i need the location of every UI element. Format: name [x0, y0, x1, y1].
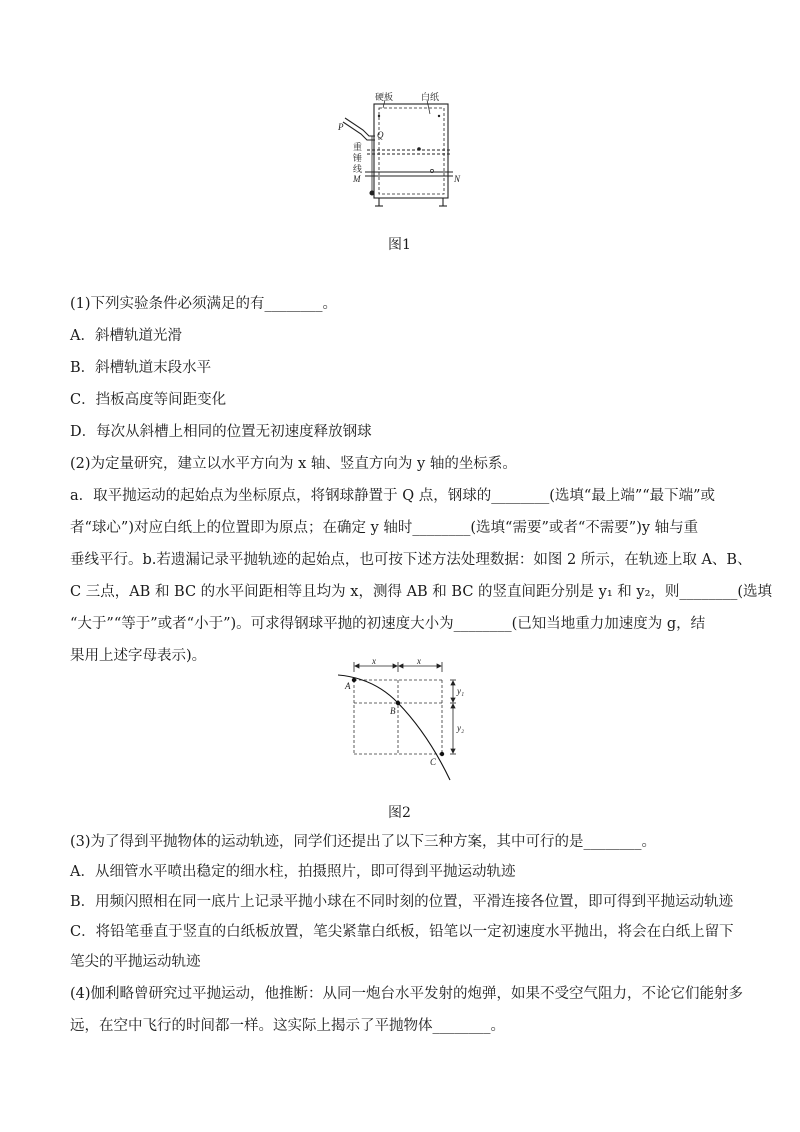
q2-text-line-1: a．取平抛运动的起始点为坐标原点，将钢球静置于 Q 点，钢球的________(选填“最上端”“最下端”或: [70, 488, 716, 504]
label-N: N: [454, 174, 461, 184]
label-P: P: [338, 122, 344, 132]
label-y2: y₂: [457, 723, 465, 733]
q3-option-b: B．用频闪照相在同一底片上记录平抛小球在不同时刻的位置，平滑连接各位置，即可得到平抛运动轨迹: [70, 894, 734, 910]
point-B: [396, 701, 400, 705]
q1-option-a: A．斜槽轨道光滑: [70, 328, 182, 344]
q1-option-c: C．挡板高度等间距变化: [70, 392, 227, 408]
white-paper: [379, 108, 444, 194]
label-B: B: [390, 706, 396, 716]
q1-stem: (1)下列实验条件必须满足的有________。: [70, 296, 338, 312]
q3-option-c-line-1: C．将铅笔垂直于竖直的白纸板放置，笔尖紧靠白纸板，铅笔以一定初速度水平抛出，将会在白纸上留下: [70, 924, 734, 940]
label-plumb-1: 重: [353, 142, 363, 152]
figure-2-trajectory: [338, 658, 478, 782]
label-plumb-2: 锤: [353, 153, 363, 163]
figure-1-apparatus: [335, 92, 465, 210]
figure-1-caption: 图1: [388, 237, 411, 253]
point-C: [440, 752, 444, 756]
q1-option-b: B．斜槽轨道末段水平: [70, 360, 212, 376]
label-A: A: [345, 681, 351, 691]
plumb-bob: [370, 191, 374, 195]
point-A: [352, 678, 356, 682]
q2-stem: (2)为定量研究，建立以水平方向为 x 轴、竖直方向为 y 轴的坐标系。: [70, 456, 517, 472]
label-M: M: [353, 174, 361, 184]
label-C: C: [430, 757, 437, 767]
q2-text-line-3: 垂线平行。b.若遗漏记录平抛轨迹的起始点，也可按下述方法处理数据：如图 2 所示，在轨迹上取 A、B、: [70, 552, 752, 568]
q4-stem-line-1: (4)伽利略曾研究过平抛运动，他推断：从同一炮台水平发射的炮弹，如果不受空气阻力，不论它们能射多: [70, 986, 744, 1002]
q1-option-d: D．每次从斜槽上相同的位置无初速度释放钢球: [70, 424, 372, 440]
figure-2-caption: 图2: [388, 805, 411, 821]
label-paper: 白纸: [421, 92, 440, 102]
label-x-1: x: [372, 658, 376, 666]
label-y1: y₁: [457, 686, 465, 696]
hard-board: [374, 104, 448, 198]
label-Q: Q: [377, 130, 384, 140]
q3-option-a: A．从细管水平喷出稳定的细水柱，拍摄照片，即可得到平抛运动轨迹: [70, 864, 516, 880]
label-plumb-3: 线: [353, 164, 363, 174]
q4-stem-line-2: 远，在空中飞行的时间都一样。这实际上揭示了平抛物体________。: [70, 1018, 505, 1034]
q2-text-line-5: “大于”“等于”或者“小于”)。可求得钢球平抛的初速度大小为________(已知当地重力加速度为 g，结: [70, 616, 706, 632]
label-x-2: x: [417, 658, 421, 666]
q2-text-line-6: 果用上述字母表示)。: [70, 648, 207, 664]
label-board: 硬板: [375, 92, 394, 102]
ball-mark: [417, 147, 421, 151]
q3-option-c-line-2: 笔尖的平抛运动轨迹: [70, 954, 201, 970]
q2-text-line-4: C 三点，AB 和 BC 的水平间距相等且均为 x，测得 AB 和 BC 的竖直间距分别是 y₁ 和 y₂，则________(选填: [70, 584, 773, 600]
q3-stem: (3)为了得到平抛物体的运动轨迹，同学们还提出了以下三种方案，其中可行的是________。: [70, 834, 657, 850]
q2-text-line-2: 者“球心”)对应白纸上的位置即为原点；在确定 y 轴时________(选填“需要”或者“不需要”)y 轴与重: [70, 520, 699, 536]
